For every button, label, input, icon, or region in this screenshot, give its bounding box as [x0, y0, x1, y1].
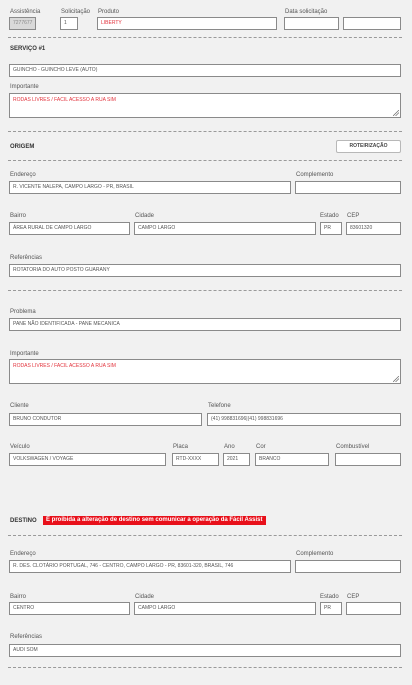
cor-label: Cor — [256, 444, 266, 450]
cliente-label: Cliente — [10, 403, 29, 409]
veiculo-field[interactable]: VOLKSWAGEN / VOYAGE — [9, 453, 166, 466]
destino-complemento-label: Complemento — [296, 551, 334, 557]
destino-cidade-field[interactable]: CAMPO LARGO — [134, 602, 316, 615]
veiculo-label: Veículo — [10, 444, 30, 450]
destino-estado-label: Estado — [320, 594, 339, 600]
destino-bairro-label: Bairro — [10, 594, 27, 600]
servico-importante-label: Importante — [10, 84, 39, 90]
assistencia-label: Assistência — [10, 9, 41, 15]
origem-bairro-label: Bairro — [10, 213, 27, 219]
destino-endereco-label: Endereço — [10, 551, 36, 557]
origem-title: ORIGEM — [10, 144, 35, 150]
origem-estado-field[interactable]: PR — [320, 222, 342, 235]
divider — [8, 37, 402, 38]
origem-complemento-label: Complemento — [296, 172, 334, 178]
destino-cep-label: CEP — [347, 594, 360, 600]
produto-label: Produto — [98, 9, 120, 15]
servico-importante-textarea[interactable] — [9, 93, 401, 118]
origem-estado-label: Estado — [320, 213, 339, 219]
destino-referencias-label: Referências — [10, 634, 43, 640]
problema-field[interactable]: PANE NÃO IDENTIFICADA - PANE MECANICA — [9, 318, 401, 331]
servico-field[interactable]: GUINCHO - GUINCHO LEVE (AUTO) — [9, 64, 401, 77]
roteirizacao-button[interactable]: ROTEIRIZAÇÃO — [336, 140, 401, 153]
divider — [8, 667, 402, 668]
data-solicitacao-label: Data solicitação — [285, 9, 328, 15]
resize-grip-icon[interactable] — [393, 376, 399, 382]
divider — [8, 131, 402, 132]
divider — [8, 535, 402, 536]
destino-warning-badge: É proibida a alteração de destino sem comunicar a operação da Fácil Assist — [43, 516, 266, 525]
destino-bairro-field[interactable]: CENTRO — [9, 602, 130, 615]
solicitacao-label: Solicitação — [61, 9, 91, 15]
produto-field[interactable]: LIBERTY — [97, 17, 277, 30]
resize-grip-icon[interactable] — [393, 110, 399, 116]
origem-cep-label: CEP — [347, 213, 360, 219]
origem-referencias-field[interactable]: ROTATORIA DO AUTO POSTO GUARANY — [9, 264, 401, 277]
data-solicitacao-field[interactable] — [284, 17, 339, 30]
destino-endereco-field[interactable]: R. DES. CLOTÁRIO PORTUGAL, 746 - CENTRO, CAMPO LARGO - PR, 83601-320, BRASIL, 746 — [9, 560, 291, 573]
origem-cep-field[interactable]: 83601320 — [346, 222, 401, 235]
ano-label: Ano — [224, 444, 235, 450]
cliente-field[interactable]: BRUNO CONDUTOR — [9, 413, 202, 426]
problema-importante-textarea[interactable] — [9, 359, 401, 384]
servico-title: SERVIÇO #1 — [10, 46, 46, 52]
destino-cep-field[interactable] — [346, 602, 401, 615]
origem-referencias-label: Referências — [10, 255, 43, 261]
placa-field[interactable]: RTD-XXXX — [172, 453, 219, 466]
origem-complemento-field[interactable] — [295, 181, 401, 194]
origem-endereco-label: Endereço — [10, 172, 36, 178]
ano-field[interactable]: 2021 — [223, 453, 250, 466]
telefone-field[interactable]: (41) 998831696|(41) 998831696 — [207, 413, 401, 426]
origem-endereco-field[interactable]: R. VICENTE NALEPA, CAMPO LARGO - PR, BRASIL — [9, 181, 291, 194]
destino-complemento-field[interactable] — [295, 560, 401, 573]
divider — [8, 160, 402, 161]
destino-referencias-field[interactable]: AUDI SOM — [9, 644, 401, 657]
origem-bairro-field[interactable]: ÁREA RURAL DE CAMPO LARGO — [9, 222, 130, 235]
destino-estado-field[interactable]: PR — [320, 602, 342, 615]
servico-importante-text: RODAS LIVRES / FACIL ACESSO A RUA SIM — [13, 97, 116, 103]
origem-cidade-field[interactable]: CAMPO LARGO — [134, 222, 316, 235]
placa-label: Placa — [173, 444, 189, 450]
hora-solicitacao-field[interactable] — [343, 17, 401, 30]
problema-importante-text: RODAS LIVRES / FACIL ACESSO A RUA SIM — [13, 363, 116, 369]
problema-importante-label: Importante — [10, 351, 39, 357]
problema-label: Problema — [10, 309, 36, 315]
origem-cidade-label: Cidade — [135, 213, 155, 219]
telefone-label: Telefone — [208, 403, 231, 409]
destino-title: DESTINO — [10, 518, 37, 524]
assistencia-field: 7277677 — [9, 17, 36, 30]
combustivel-field[interactable] — [335, 453, 401, 466]
destino-cidade-label: Cidade — [135, 594, 155, 600]
combustivel-label: Combustível — [336, 444, 370, 450]
solicitacao-field[interactable]: 1 — [60, 17, 78, 30]
divider — [8, 290, 402, 291]
cor-field[interactable]: BRANCO — [255, 453, 329, 466]
